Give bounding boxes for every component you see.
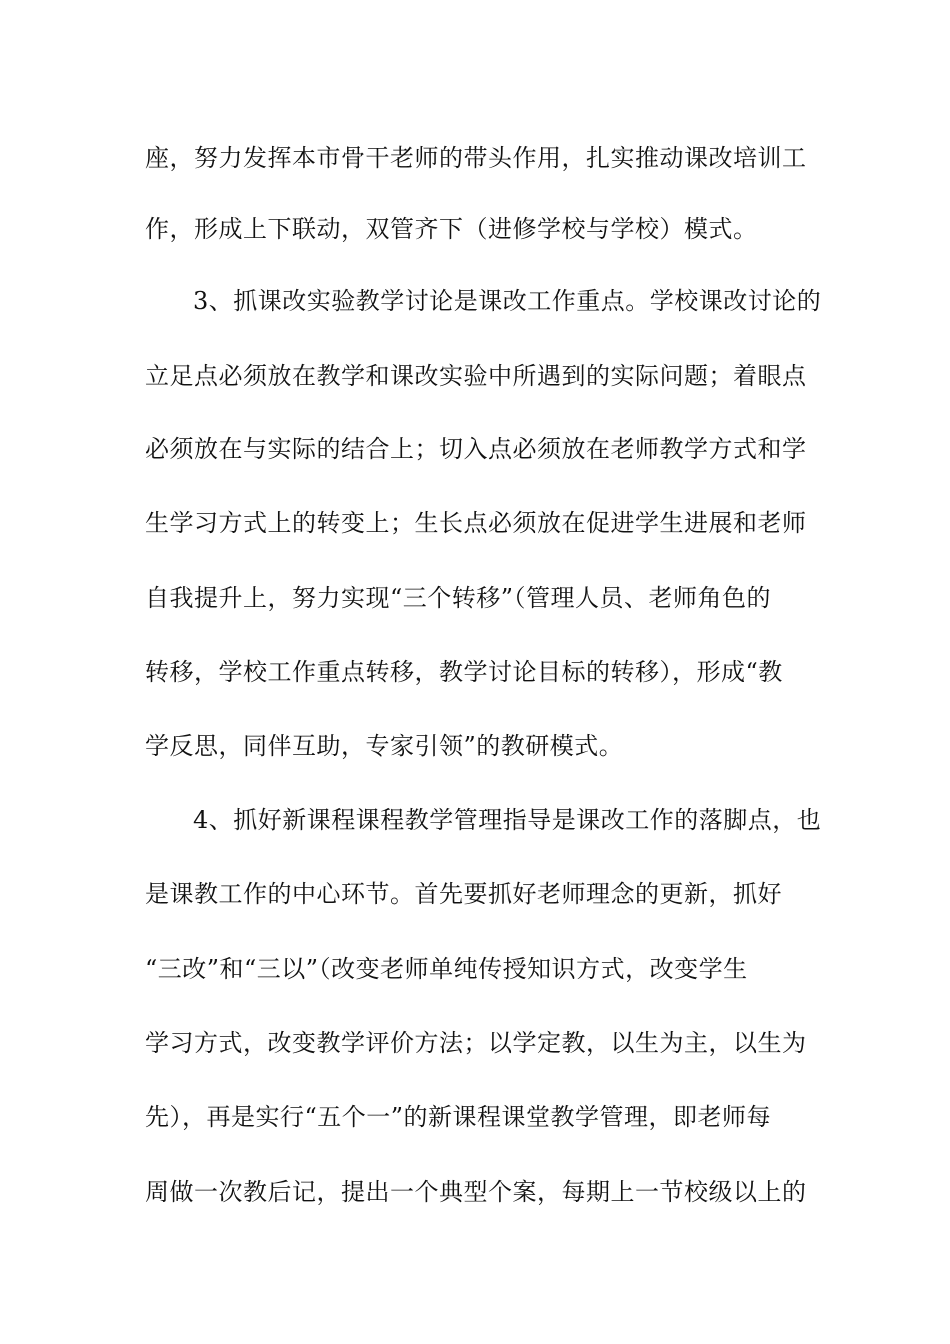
paragraph-line: “三改”和“三以”（改变老师单纯传授知识方式，改变学生 <box>145 955 748 983</box>
paragraph-3-first-line: 3、抓课改实验教学讨论是课改工作重点。学校课改讨论的 <box>193 287 822 315</box>
paragraph-4-first-line: 4、抓好新课程课程教学管理指导是课改工作的落脚点，也 <box>193 806 822 834</box>
paragraph-line: 自我提升上，努力实现“三个转移”（管理人员、老师角色的 <box>145 584 772 612</box>
paragraph-line: 学习方式，改变教学评价方法；以学定教，以生为主，以生为 <box>145 1029 807 1057</box>
paragraph-line: 座，努力发挥本市骨干老师的带头作用，扎实推动课改培训工 <box>145 144 807 172</box>
paragraph-line: 是课教工作的中心环节。首先要抓好老师理念的更新，抓好 <box>145 880 782 908</box>
paragraph-line: 立足点必须放在教学和课改实验中所遇到的实际问题；着眼点 <box>145 362 807 390</box>
paragraph-line: 周做一次教后记，提出一个典型个案，每期上一节校级以上的 <box>145 1178 807 1206</box>
paragraph-line: 必须放在与实际的结合上；切入点必须放在老师教学方式和学 <box>145 435 807 463</box>
paragraph-line: 生学习方式上的转变上；生长点必须放在促进学生进展和老师 <box>145 509 807 537</box>
paragraph-line: 作，形成上下联动，双管齐下（进修学校与学校）模式。 <box>145 215 758 243</box>
paragraph-line: 学反思，同伴互助，专家引领”的教研模式。 <box>145 732 624 760</box>
paragraph-line: 先），再是实行“五个一”的新课程课堂教学管理，即老师每 <box>145 1103 772 1131</box>
paragraph-line: 转移，学校工作重点转移，教学讨论目标的转移），形成“教 <box>145 658 783 686</box>
